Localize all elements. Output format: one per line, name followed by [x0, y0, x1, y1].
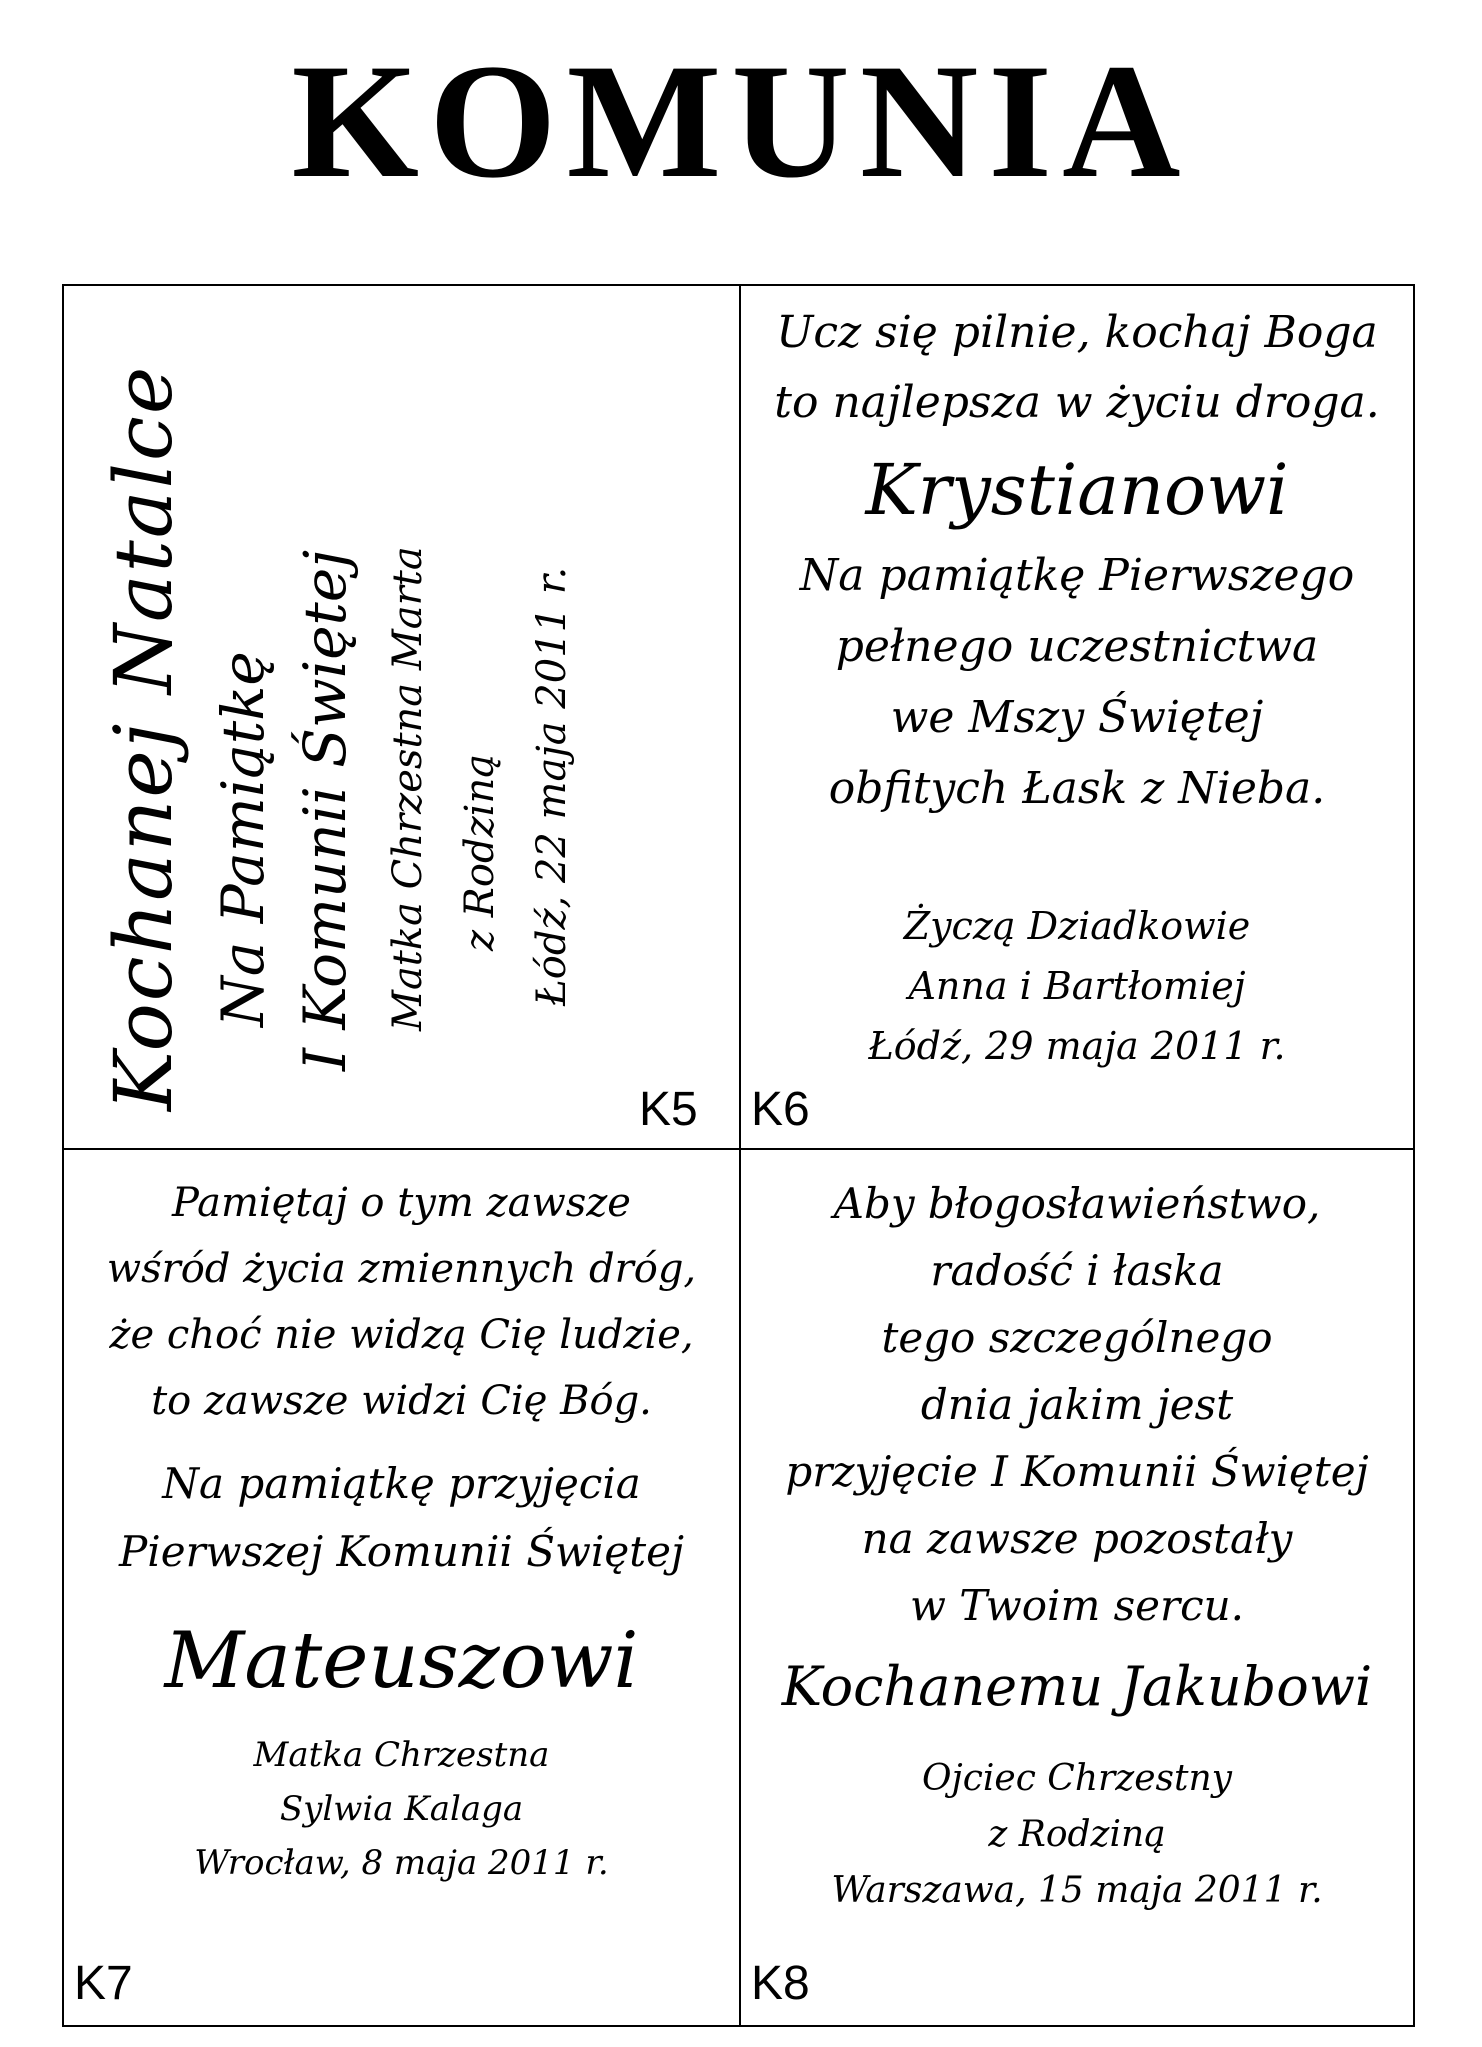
k6-dedication-line: pełnego uczestnictwa	[835, 621, 1319, 672]
k6-code-label: K6	[751, 1083, 810, 1136]
k5-signature-line: Łódź, 22 maja 2011 r.	[529, 566, 575, 1006]
k8-signature-line: Ojciec Chrzestny	[922, 1758, 1232, 1799]
k6-dedication-line: we Mszy Świętej	[890, 692, 1264, 743]
k8-verse-line: w Twoim sercu.	[909, 1581, 1245, 1630]
template-k6	[741, 286, 1413, 1148]
k8-verse-line: na zawsze pozostały	[861, 1514, 1293, 1563]
k6-verse-line: Ucz się pilnie, kochaj Boga	[776, 307, 1378, 358]
k6-signature-line: Łódź, 29 maja 2011 r.	[868, 1024, 1286, 1068]
page-title: KOMUNIA	[291, 31, 1191, 212]
k5-line: I Komunii Świętej	[291, 549, 359, 1071]
template-k8	[741, 1150, 1413, 2025]
k6-verse-line: to najlepsza w życiu droga.	[774, 377, 1380, 428]
k7-verse-line: że choć nie widzą Cię ludzie,	[109, 1312, 694, 1358]
k7-verse-line: wśród życia zmiennych dróg,	[106, 1246, 697, 1292]
k7-verse-line: Pamiętaj o tym zawsze	[172, 1180, 631, 1226]
k6-recipient: Krystianowi	[865, 449, 1289, 531]
k6-signature-line: Życzą Dziadkowie	[903, 904, 1251, 948]
k8-code-label: K8	[751, 1957, 810, 2010]
template-k7	[64, 1150, 739, 2025]
k8-verse-line: radość i łaska	[930, 1246, 1224, 1295]
k8-signature-line: Warszawa, 15 maja 2011 r.	[831, 1870, 1323, 1911]
template-k5	[64, 286, 739, 1148]
k7-recipient: Mateuszowi	[164, 1616, 639, 1706]
k7-signature-line: Sylwia Kalaga	[279, 1789, 524, 1829]
k6-signature-line: Anna i Bartłomiej	[908, 964, 1246, 1008]
k5-recipient: Kochanej Natalce	[97, 364, 190, 1111]
k7-signature-line: Wrocław, 8 maja 2011 r.	[194, 1843, 609, 1883]
k6-dedication-line: obfitych Łask z Nieba.	[828, 763, 1326, 814]
k8-verse-line: tego szczególnego	[881, 1313, 1273, 1362]
k7-code-label: K7	[74, 1957, 133, 2010]
k8-signature-line: z Rodziną	[988, 1814, 1166, 1855]
k7-verse-line: to zawsze widzi Cię Bóg.	[151, 1378, 652, 1424]
k7-dedication-line: Pierwszej Komunii Świętej	[119, 1527, 684, 1576]
k5-rotated-text	[97, 311, 575, 1111]
k8-recipient: Kochanemu Jakubowi	[781, 1655, 1373, 1718]
k5-signature-line: Matka Chrzestna Marta	[385, 546, 431, 1031]
k8-verse-line: Aby błogosławieństwo,	[833, 1179, 1321, 1228]
k8-verse-line: przyjęcie I Komunii Świętej	[785, 1447, 1369, 1496]
k5-line: Na Pamiątkę	[209, 651, 277, 1027]
k5-signature-line: z Rodziną	[457, 753, 503, 951]
k8-verse-line: dnia jakim jest	[920, 1380, 1234, 1429]
dedication-grid	[62, 284, 1415, 2027]
k5-code-label: K5	[639, 1083, 698, 1136]
k7-signature-line: Matka Chrzestna	[253, 1735, 550, 1775]
k6-dedication-line: Na pamiątkę Pierwszego	[799, 550, 1355, 601]
k7-dedication-line: Na pamiątkę przyjęcia	[162, 1459, 641, 1508]
